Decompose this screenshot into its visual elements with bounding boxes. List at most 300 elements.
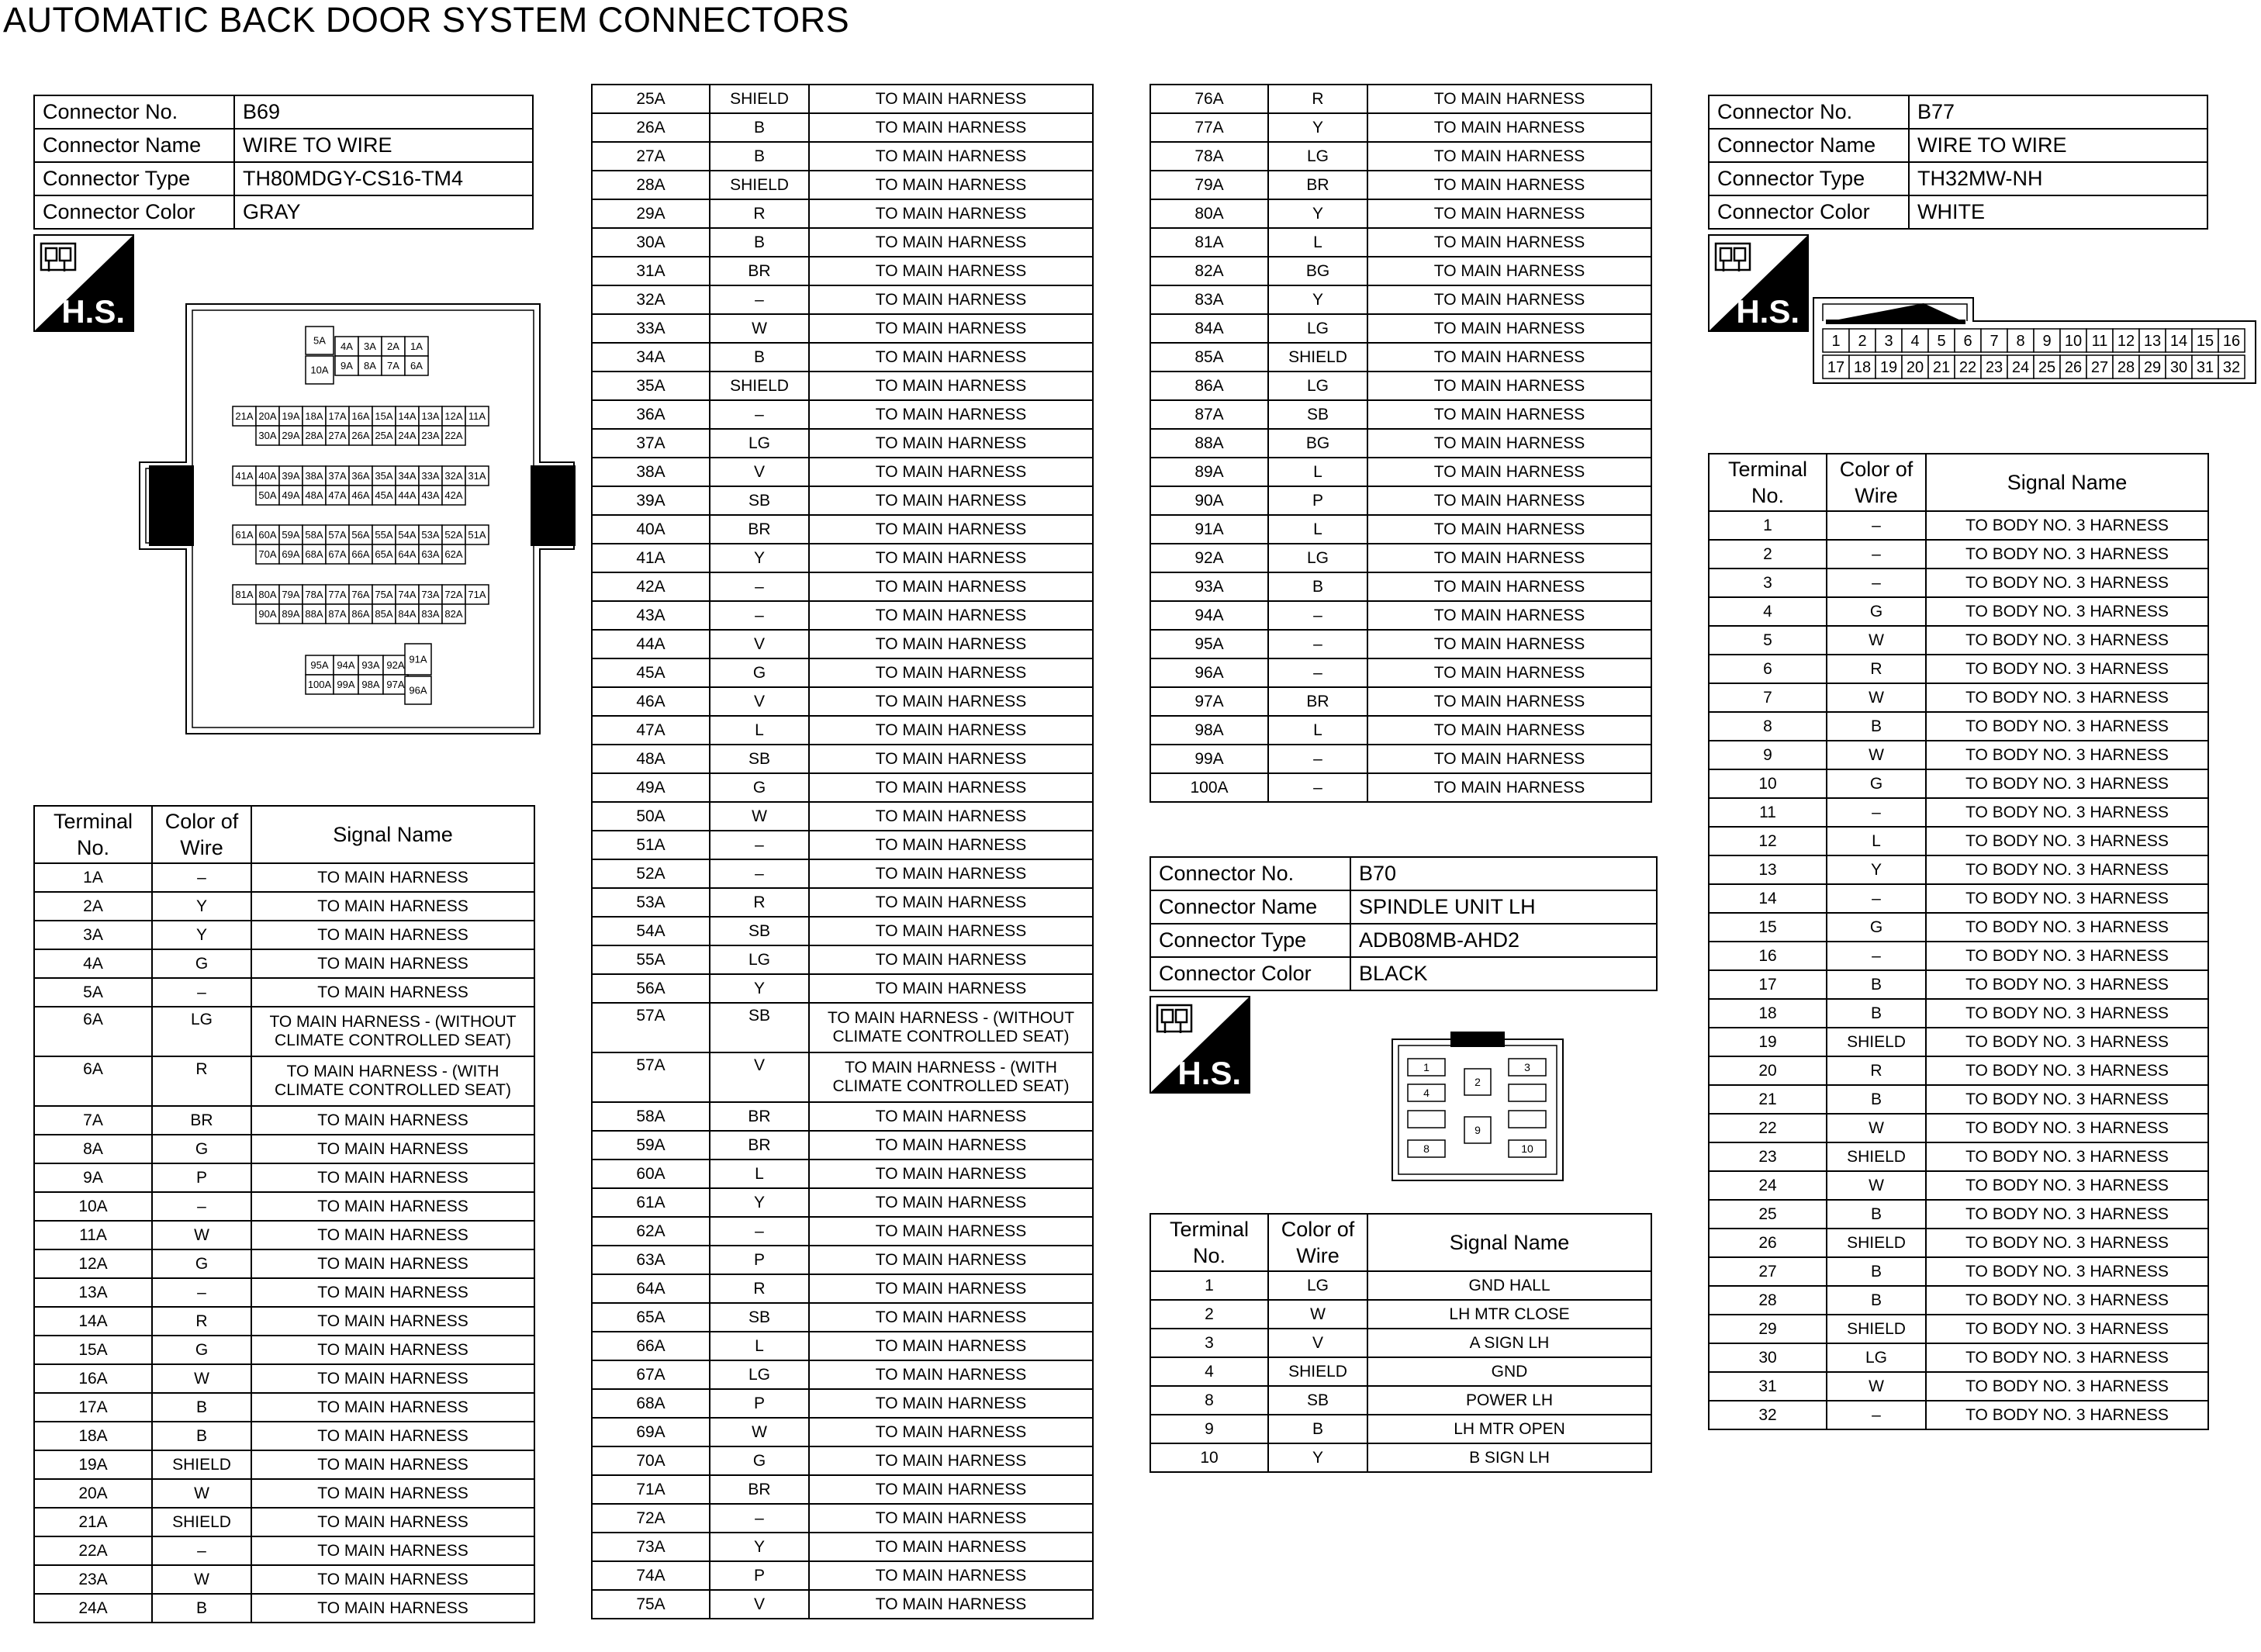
- terminal-cell: 71A: [592, 1475, 710, 1504]
- signal-name-cell: TO BODY NO. 3 HARNESS: [1926, 655, 2208, 683]
- pin-label: 3: [1524, 1061, 1530, 1074]
- signal-name-cell: TO MAIN HARNESS: [1367, 486, 1651, 515]
- terminal-cell: 93A: [1150, 572, 1268, 601]
- table-row: [1709, 741, 2208, 769]
- wire-color-cell: –: [710, 400, 809, 429]
- table-row: [1709, 769, 2208, 798]
- signal-name-cell: TO MAIN HARNESS: [809, 515, 1093, 544]
- signal-name-cell: TO BODY NO. 3 HARNESS: [1926, 970, 2208, 999]
- pin-label: 12A: [444, 410, 463, 423]
- wire-color-cell: B: [710, 113, 809, 142]
- signal-name-cell: TO MAIN HARNESS - (WITH CLIMATE CONTROLLED SEAT): [251, 1056, 534, 1106]
- terminal-cell: 25A: [592, 85, 710, 113]
- signal-name-cell: TO BODY NO. 3 HARNESS: [1926, 1028, 2208, 1056]
- table-row: [1709, 1028, 2208, 1056]
- info-label: Connector Color: [34, 195, 234, 229]
- terminal-cell: 72A: [592, 1504, 710, 1533]
- signal-name-cell: TO MAIN HARNESS: [1367, 773, 1651, 802]
- terminal-cell: 68A: [592, 1389, 710, 1418]
- terminal-cell: 4A: [34, 949, 152, 978]
- wire-color-cell: –: [1268, 601, 1367, 630]
- terminal-cell: 9: [1150, 1415, 1268, 1443]
- pin-label: 19A: [282, 410, 300, 423]
- signal-name-cell: TO MAIN HARNESS: [1367, 314, 1651, 343]
- wire-color-cell: SHIELD: [152, 1508, 251, 1536]
- pin-label: 3: [1884, 333, 1893, 351]
- pin-label: 71A: [468, 589, 486, 601]
- info-label: Connector Color: [1150, 957, 1350, 990]
- pin-label: 10A: [310, 364, 329, 376]
- terminal-cell: 24: [1709, 1171, 1827, 1200]
- wire-color-cell: –: [152, 978, 251, 1007]
- terminal-cell: 62A: [592, 1217, 710, 1246]
- wire-color-cell: –: [710, 601, 809, 630]
- terminal-cell: 10: [1709, 769, 1827, 798]
- signal-name-cell: TO BODY NO. 3 HARNESS: [1926, 855, 2208, 884]
- wire-color-cell: W: [710, 314, 809, 343]
- pin-label: 62A: [444, 548, 463, 561]
- terminal-cell: 74A: [592, 1561, 710, 1590]
- table-row: [1709, 1142, 2208, 1171]
- signal-name-cell: TO BODY NO. 3 HARNESS: [1926, 712, 2208, 741]
- terminal-cell: 15: [1709, 913, 1827, 942]
- table-row: [1709, 1372, 2208, 1401]
- wire-color-cell: W: [710, 802, 809, 831]
- terminal-cell: 29: [1709, 1315, 1827, 1343]
- wire-color-cell: SB: [710, 1003, 809, 1052]
- wire-color-cell: LG: [152, 1007, 251, 1056]
- terminal-cell: 14: [1709, 884, 1827, 913]
- terminal-cell: 98A: [1150, 716, 1268, 745]
- signal-name-cell: TO MAIN HARNESS: [809, 1418, 1093, 1446]
- pin-label: 9: [1474, 1124, 1481, 1137]
- signal-name-cell: TO MAIN HARNESS: [251, 1106, 534, 1135]
- wire-color-cell: –: [1827, 884, 1926, 913]
- pin-label: 11: [2091, 333, 2108, 351]
- terminal-cell: 1: [1150, 1271, 1268, 1300]
- terminal-cell: 54A: [592, 917, 710, 945]
- pin-label: 73A: [421, 589, 440, 601]
- pin-label: 26: [2064, 359, 2083, 377]
- terminal-cell: 92A: [1150, 544, 1268, 572]
- hs-label: H.S.: [1736, 293, 1799, 330]
- wire-color-cell: L: [1268, 716, 1367, 745]
- table-row: [1709, 1343, 2208, 1372]
- wire-color-cell: –: [1268, 630, 1367, 658]
- pin-label: 20A: [258, 410, 277, 423]
- info-label: Connector Type: [34, 162, 234, 195]
- terminal-cell: 57A: [592, 1052, 710, 1102]
- wire-color-cell: L: [710, 716, 809, 745]
- signal-name-cell: TO MAIN HARNESS: [251, 1594, 534, 1623]
- signal-name-cell: TO MAIN HARNESS: [809, 974, 1093, 1003]
- signal-name-cell: TO MAIN HARNESS: [809, 257, 1093, 285]
- pin-label: 48A: [305, 489, 323, 502]
- pin-label: 24A: [398, 430, 417, 442]
- wire-color-cell: W: [152, 1479, 251, 1508]
- wire-color-cell: –: [710, 1504, 809, 1533]
- signal-name-cell: TO MAIN HARNESS: [809, 601, 1093, 630]
- info-value: BLACK: [1350, 957, 1657, 990]
- terminal-cell: 18A: [34, 1422, 152, 1450]
- pin-label: 80A: [258, 589, 277, 601]
- terminal-cell: 81A: [1150, 228, 1268, 257]
- pin-label: 86A: [351, 608, 370, 620]
- terminal-cell: 90A: [1150, 486, 1268, 515]
- signal-name-cell: TO MAIN HARNESS - (WITHOUT CLIMATE CONTROLLED SEAT): [809, 1003, 1093, 1052]
- signal-name-cell: TO MAIN HARNESS: [809, 773, 1093, 802]
- pin-label: 47A: [328, 489, 347, 502]
- pin-label: 95A: [310, 659, 329, 672]
- wire-color-cell: L: [1268, 228, 1367, 257]
- table-row: [1709, 970, 2208, 999]
- wire-color-cell: –: [710, 831, 809, 859]
- terminal-cell: 19A: [34, 1450, 152, 1479]
- terminal-cell: 2: [1150, 1300, 1268, 1329]
- info-value: WIRE TO WIRE: [234, 129, 533, 162]
- signal-name-cell: TO MAIN HARNESS: [1367, 544, 1651, 572]
- terminal-cell: 22A: [34, 1536, 152, 1565]
- page-title: AUTOMATIC BACK DOOR SYSTEM CONNECTORS: [3, 0, 850, 40]
- terminal-cell: 28: [1709, 1286, 1827, 1315]
- signal-name-cell: TO MAIN HARNESS: [251, 1249, 534, 1278]
- pin-label: 94A: [337, 659, 355, 672]
- pin-label: 25A: [375, 430, 393, 442]
- table-row: [1709, 855, 2208, 884]
- pin-label: 4: [1910, 333, 1920, 351]
- header-signal: Signal Name: [1926, 454, 2208, 511]
- wire-color-cell: G: [152, 949, 251, 978]
- terminal-cell: 16A: [34, 1364, 152, 1393]
- signal-name-cell: TO MAIN HARNESS: [251, 1536, 534, 1565]
- wire-color-cell: BR: [710, 1102, 809, 1131]
- pin-label: 16A: [351, 410, 370, 423]
- signal-name-cell: TO MAIN HARNESS: [1367, 257, 1651, 285]
- terminal-cell: 3: [1150, 1329, 1268, 1357]
- pin-label: 100A: [307, 679, 332, 691]
- pin-label: 8A: [364, 360, 376, 372]
- terminal-cell: 16: [1709, 942, 1827, 970]
- info-label: Connector Name: [1709, 129, 1909, 162]
- signal-name-cell: TO MAIN HARNESS: [1367, 716, 1651, 745]
- pin-label: 22: [1958, 359, 1977, 377]
- info-value: WHITE: [1909, 195, 2207, 229]
- wire-color-cell: Y: [710, 1533, 809, 1561]
- signal-name-cell: TO BODY NO. 3 HARNESS: [1926, 1114, 2208, 1142]
- table-row: [1709, 1401, 2208, 1429]
- pin-label: 91A: [409, 653, 427, 665]
- pin-label: 97A: [386, 679, 405, 691]
- signal-name-cell: TO BODY NO. 3 HARNESS: [1926, 626, 2208, 655]
- terminal-cell: 60A: [592, 1160, 710, 1188]
- wire-color-cell: SB: [710, 486, 809, 515]
- wire-color-cell: G: [152, 1336, 251, 1364]
- table-row: [1709, 511, 2208, 540]
- signal-name-cell: TO MAIN HARNESS: [809, 1303, 1093, 1332]
- pin-label: 27: [2090, 359, 2109, 377]
- pin-label: 54A: [398, 529, 417, 541]
- terminal-cell: 6A: [34, 1007, 152, 1056]
- terminal-cell: 32A: [592, 285, 710, 314]
- signal-name-cell: TO MAIN HARNESS: [809, 1475, 1093, 1504]
- wire-color-cell: Y: [152, 892, 251, 921]
- terminal-cell: 50A: [592, 802, 710, 831]
- wire-color-cell: V: [710, 630, 809, 658]
- terminal-cell: 3A: [34, 921, 152, 949]
- table-row: [1709, 884, 2208, 913]
- terminal-cell: 11A: [34, 1221, 152, 1249]
- pin-label: 5: [1937, 333, 1946, 351]
- wire-color-cell: B: [1827, 1257, 1926, 1286]
- pin-label: 13: [2143, 333, 2162, 351]
- wire-color-cell: P: [710, 1246, 809, 1274]
- pin-label: 2: [1474, 1076, 1481, 1089]
- info-value: TH32MW-NH: [1909, 162, 2207, 195]
- signal-name-cell: TO MAIN HARNESS: [1367, 372, 1651, 400]
- info-label: Connector Color: [1709, 195, 1909, 229]
- signal-name-cell: TO MAIN HARNESS: [251, 1508, 534, 1536]
- header-color: Color of Wire: [1268, 1214, 1367, 1271]
- wire-color-cell: R: [1827, 1056, 1926, 1085]
- wire-color-cell: –: [1827, 569, 1926, 597]
- terminal-cell: 21A: [34, 1508, 152, 1536]
- signal-name-cell: TO MAIN HARNESS: [809, 343, 1093, 372]
- wire-color-cell: BR: [710, 257, 809, 285]
- signal-name-cell: TO BODY NO. 3 HARNESS: [1926, 1257, 2208, 1286]
- table-row: [1709, 1200, 2208, 1229]
- signal-name-cell: TO BODY NO. 3 HARNESS: [1926, 1200, 2208, 1229]
- terminal-cell: 78A: [1150, 142, 1268, 171]
- wire-color-cell: G: [152, 1249, 251, 1278]
- table-row: [1709, 597, 2208, 626]
- header-color: Color of Wire: [152, 806, 251, 863]
- pin-label: 52A: [444, 529, 463, 541]
- table-row: [1709, 1257, 2208, 1286]
- terminal-cell: 46A: [592, 687, 710, 716]
- signal-name-cell: TO MAIN HARNESS: [809, 1274, 1093, 1303]
- signal-name-cell: TO BODY NO. 3 HARNESS: [1926, 1286, 2208, 1315]
- pin-label: 14A: [398, 410, 417, 423]
- terminal-cell: 57A: [592, 1003, 710, 1052]
- wire-color-cell: W: [1827, 1114, 1926, 1142]
- terminal-cell: 88A: [1150, 429, 1268, 458]
- signal-name-cell: LH MTR OPEN: [1367, 1415, 1651, 1443]
- terminal-cell: 18: [1709, 999, 1827, 1028]
- signal-name-cell: TO BODY NO. 3 HARNESS: [1926, 597, 2208, 626]
- terminal-cell: 34A: [592, 343, 710, 372]
- table-row: [1709, 1229, 2208, 1257]
- signal-name-cell: TO MAIN HARNESS: [1367, 142, 1651, 171]
- pin-label: 51A: [468, 529, 486, 541]
- pin-label: 66A: [351, 548, 370, 561]
- wire-color-cell: –: [1827, 942, 1926, 970]
- terminal-cell: 8: [1150, 1386, 1268, 1415]
- terminal-cell: 36A: [592, 400, 710, 429]
- pin-label: 27A: [328, 430, 347, 442]
- header-signal: Signal Name: [251, 806, 534, 863]
- pin-label: 29A: [282, 430, 300, 442]
- pin-label: 87A: [328, 608, 347, 620]
- pin-label: 8: [2016, 333, 2025, 351]
- terminal-cell: 31: [1709, 1372, 1827, 1401]
- pin-label: 30: [2169, 359, 2188, 377]
- wire-color-cell: B: [1827, 712, 1926, 741]
- terminal-cell: 99A: [1150, 745, 1268, 773]
- terminal-cell: 10: [1150, 1443, 1268, 1472]
- terminal-cell: 11: [1709, 798, 1827, 827]
- info-value: GRAY: [234, 195, 533, 229]
- wire-color-cell: SHIELD: [1268, 1357, 1367, 1386]
- signal-name-cell: TO MAIN HARNESS: [809, 1131, 1093, 1160]
- wire-color-cell: Y: [710, 1188, 809, 1217]
- table-row: [1709, 655, 2208, 683]
- pin-label: 28A: [305, 430, 323, 442]
- terminal-cell: 9A: [34, 1163, 152, 1192]
- info-value: SPINDLE UNIT LH: [1350, 890, 1657, 924]
- signal-name-cell: TO MAIN HARNESS: [1367, 85, 1651, 113]
- wire-color-cell: LG: [1268, 142, 1367, 171]
- pin-label: 81A: [235, 589, 254, 601]
- terminal-cell: 15A: [34, 1336, 152, 1364]
- terminal-cell: 48A: [592, 745, 710, 773]
- wire-color-cell: SHIELD: [710, 372, 809, 400]
- terminal-cell: 86A: [1150, 372, 1268, 400]
- signal-name-cell: TO MAIN HARNESS: [1367, 343, 1651, 372]
- wire-color-cell: BR: [1268, 171, 1367, 199]
- signal-name-cell: TO MAIN HARNESS: [251, 978, 534, 1007]
- wire-color-cell: W: [1827, 741, 1926, 769]
- terminal-cell: 1: [1709, 511, 1827, 540]
- table-row: [1709, 1171, 2208, 1200]
- signal-name-cell: TO MAIN HARNESS: [251, 1135, 534, 1163]
- pin-label: 46A: [351, 489, 370, 502]
- wire-color-cell: –: [1268, 658, 1367, 687]
- pin-label: 65A: [375, 548, 393, 561]
- pin-label: 18: [1853, 359, 1872, 377]
- wire-color-cell: BG: [1268, 429, 1367, 458]
- signal-name-cell: TO MAIN HARNESS: [809, 199, 1093, 228]
- wire-color-cell: Y: [1268, 285, 1367, 314]
- pin-label: 4A: [341, 340, 353, 353]
- wire-color-cell: R: [1268, 85, 1367, 113]
- terminal-cell: 58A: [592, 1102, 710, 1131]
- pin-label: 13A: [421, 410, 440, 423]
- signal-name-cell: TO MAIN HARNESS: [809, 888, 1093, 917]
- signal-name-cell: TO MAIN HARNESS: [809, 314, 1093, 343]
- terminal-cell: 12A: [34, 1249, 152, 1278]
- wire-color-cell: Y: [1268, 113, 1367, 142]
- terminal-cell: 40A: [592, 515, 710, 544]
- table-row: [1709, 626, 2208, 655]
- wire-color-cell: G: [710, 658, 809, 687]
- terminal-cell: 26A: [592, 113, 710, 142]
- terminal-cell: 55A: [592, 945, 710, 974]
- signal-name-cell: TO BODY NO. 3 HARNESS: [1926, 741, 2208, 769]
- wire-color-cell: SB: [710, 917, 809, 945]
- signal-name-cell: TO MAIN HARNESS - (WITHOUT CLIMATE CONTROLLED SEAT): [251, 1007, 534, 1056]
- terminal-cell: 51A: [592, 831, 710, 859]
- wire-color-cell: P: [710, 1389, 809, 1418]
- terminal-cell: 79A: [1150, 171, 1268, 199]
- wire-color-cell: BR: [710, 1131, 809, 1160]
- pin-label: 7: [1990, 333, 1999, 351]
- wire-color-cell: –: [1268, 773, 1367, 802]
- wire-color-cell: R: [1827, 655, 1926, 683]
- pin-label: 68A: [305, 548, 323, 561]
- signal-name-cell: TO MAIN HARNESS: [809, 1188, 1093, 1217]
- pin-label: 20: [1906, 359, 1924, 377]
- wire-color-cell: LG: [710, 429, 809, 458]
- wire-color-cell: L: [710, 1332, 809, 1360]
- terminal-cell: 65A: [592, 1303, 710, 1332]
- table-header: [1709, 454, 2208, 511]
- wire-color-cell: G: [1827, 769, 1926, 798]
- pin-label: 70A: [258, 548, 277, 561]
- terminal-cell: 9: [1709, 741, 1827, 769]
- info-value: B69: [234, 95, 533, 129]
- pin-label: 53A: [421, 529, 440, 541]
- info-label: Connector Type: [1150, 924, 1350, 957]
- pin-label: 26A: [351, 430, 370, 442]
- info-value: B70: [1350, 857, 1657, 890]
- signal-name-cell: TO MAIN HARNESS: [251, 1479, 534, 1508]
- table-row: [1709, 798, 2208, 827]
- signal-name-cell: TO MAIN HARNESS: [1367, 228, 1651, 257]
- pin-label: 93A: [361, 659, 380, 672]
- wire-color-cell: V: [1268, 1329, 1367, 1357]
- info-label: Connector No.: [1150, 857, 1350, 890]
- signal-name-cell: TO BODY NO. 3 HARNESS: [1926, 1315, 2208, 1343]
- pin-label: 39A: [282, 470, 300, 482]
- signal-name-cell: TO MAIN HARNESS: [251, 1364, 534, 1393]
- pin-label: 32A: [444, 470, 463, 482]
- signal-name-cell: TO MAIN HARNESS: [251, 921, 534, 949]
- wire-color-cell: V: [710, 1590, 809, 1619]
- terminal-cell: 66A: [592, 1332, 710, 1360]
- terminal-cell: 63A: [592, 1246, 710, 1274]
- wire-color-cell: B: [152, 1594, 251, 1623]
- b77-terminal-table: [1708, 453, 2209, 1430]
- wire-color-cell: W: [152, 1565, 251, 1594]
- signal-name-cell: GND HALL: [1367, 1271, 1651, 1300]
- signal-name-cell: TO MAIN HARNESS: [809, 802, 1093, 831]
- pin-label: 34A: [398, 470, 417, 482]
- table-row: [1709, 942, 2208, 970]
- terminal-cell: 76A: [1150, 85, 1268, 113]
- signal-name-cell: GND: [1367, 1357, 1651, 1386]
- pin-label: 88A: [305, 608, 323, 620]
- signal-name-cell: TO BODY NO. 3 HARNESS: [1926, 1056, 2208, 1085]
- signal-name-cell: TO BODY NO. 3 HARNESS: [1926, 511, 2208, 540]
- terminal-cell: 7: [1709, 683, 1827, 712]
- table-row: [1709, 540, 2208, 569]
- wire-color-cell: R: [710, 888, 809, 917]
- pin-label: 10: [2064, 333, 2083, 351]
- wire-color-cell: BG: [1268, 257, 1367, 285]
- wire-color-cell: BR: [710, 515, 809, 544]
- wire-color-cell: V: [710, 687, 809, 716]
- pin-label: 6A: [410, 360, 423, 372]
- terminal-cell: 13: [1709, 855, 1827, 884]
- signal-name-cell: B SIGN LH: [1367, 1443, 1651, 1472]
- wire-color-cell: –: [1827, 798, 1926, 827]
- table-row: [1709, 569, 2208, 597]
- wire-color-cell: –: [710, 859, 809, 888]
- pin-label: 3A: [364, 340, 376, 353]
- terminal-cell: 8A: [34, 1135, 152, 1163]
- info-value: ADB08MB-AHD2: [1350, 924, 1657, 957]
- terminal-cell: 19: [1709, 1028, 1827, 1056]
